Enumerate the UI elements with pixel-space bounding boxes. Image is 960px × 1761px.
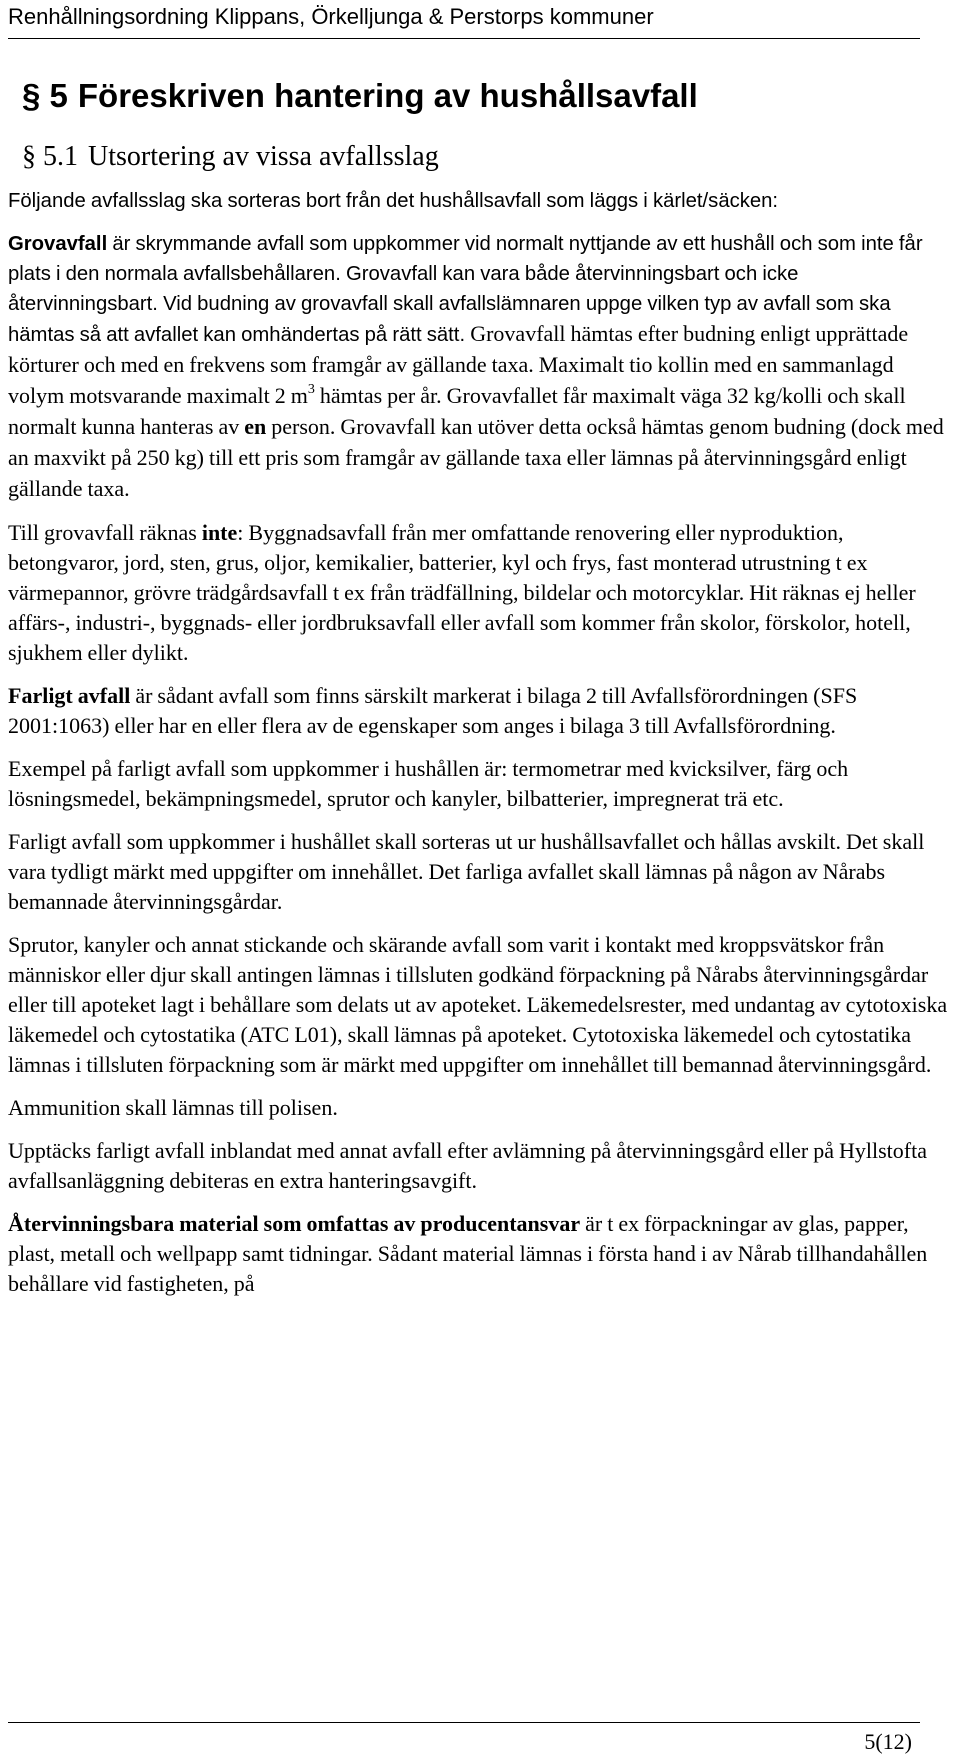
exclusions-text-1: Till grovavfall räknas xyxy=(8,520,202,545)
section-number: § 5 xyxy=(22,77,68,114)
running-header: Renhållningsordning Klippans, Örkelljunga & Perstorps kommuner xyxy=(8,4,654,29)
page-number: 5(12) xyxy=(864,1729,912,1754)
recyclables-paragraph xyxy=(8,1209,948,1299)
footer-divider xyxy=(8,1722,920,1723)
grovavfall-bold-en: en xyxy=(244,414,267,439)
sorting-paragraph: Farligt avfall som uppkommer i hushållet skall sorteras ut ur hushållsavfallet och hållas avskilt. Det skall vara tydligt märkt med uppgifter om innehållet. Det farliga avfallet skall lämnas på någon av Nårabs bemannade återvinningsgårdar. xyxy=(8,829,925,914)
grovavfall-text-1: är skrymmande avfall som uppkommer vid normalt nyttjande av ett hushåll och som inte får plats i den normala avfallsbehållaren. Grovavfall kan vara både återvinningsbart och icke återvinningsbart. Vid budning av grovavfall skall avfallslämnaren uppge vilken typ av avfall som ska hämtas så att avfallet kan omhändertas på rätt sätt. xyxy=(8,233,923,346)
farligt-avfall-paragraph xyxy=(8,681,948,741)
subsection-heading xyxy=(22,140,439,174)
grovavfall-paragraph xyxy=(8,229,948,505)
intro-paragraph: Följande avfallsslag ska sorteras bort från det hushållsavfall som läggs i kärlet/säcken: xyxy=(8,190,779,212)
exclusions-bold-inte: inte xyxy=(201,520,238,545)
farligt-avfall-text: är sådant avfall som finns särskilt markerat i bilaga 2 till Avfallsförordningen (SFS 2001:1063) eller har en eller flera av de egenskaper som anges i bilaga 3 till Avfallsförordning. xyxy=(8,683,858,738)
recyclables-term: Återvinningsbara material som omfattas av producentansvar xyxy=(8,1211,581,1236)
recyclables-text: är t ex förpackningar av glas, papper, plast, metall och wellpapp samt tidningar. Sådant material lämnas i första hand i av Nårab tillhandahållen behållare vid fastigheten, på xyxy=(8,1211,928,1296)
grovavfall-text-2: Grovavfall hämtas efter budning enligt upprättade körturer och med en frekvens som framgår av gällande taxa. Maximalt tio kollin med en sammanlagd volym motsvarande maximalt 2 m xyxy=(8,321,909,408)
grovavfall-text-3: hämtas per år. Grovavfallet får maximalt väga 32 kg/kolli och skall normalt kunna hanteras av xyxy=(8,383,906,439)
farligt-avfall-term: Farligt avfall xyxy=(8,683,131,708)
examples-paragraph: Exempel på farligt avfall som uppkommer i hushållen är: termometrar med kvicksilver, färg och lösningsmedel, bekämpningsmedel, sprutor och kanyler, bilbatterier, impregnerat trä etc. xyxy=(8,756,849,811)
subsection-title: Utsortering av vissa avfallsslag xyxy=(88,141,439,172)
grovavfall-text-4: person. Grovavfall kan utöver detta också hämtas genom budning (dock med an maxvikt på 250 kg) till ett pris som framgår av gällande taxa eller lämnas på återvinningsgård enligt gällande taxa. xyxy=(8,414,944,501)
cubic-superscript: 3 xyxy=(307,382,315,397)
body-text xyxy=(8,186,948,1312)
sharps-paragraph: Sprutor, kanyler och annat stickande och skärande avfall som varit i kontakt med kroppsvätskor från människor eller djur skall antingen lämnas i tillsluten godkänd förpackning på Nårabs återvinningsgårdar eller till apoteket lagt i behållare som delats ut av apoteket. Läkemedelsrester, med undantag av cytotoxiska läkemedel och cytostatika (ATC L01), skall lämnas på apoteket. Cytotoxiska läkemedel och cytostatika lämnas i tillsluten förpackning som är märkt med uppgifter om innehållet till bemannad återvinningsgård. xyxy=(8,932,948,1077)
section-heading xyxy=(22,76,698,116)
header-divider xyxy=(8,38,920,39)
grovavfall-term: Grovavfall xyxy=(8,233,108,255)
exclusions-text-2: : Byggnadsavfall från mer omfattande renovering eller nyproduktion, betongvaror, jord, sten, grus, oljor, kemikalier, batterier, kyl och frys, fast monterad utrustning t ex värmepannor, grövre trädgårdsavfall t ex från trädfällning, bildelar och motorcyklar. Hit räknas ej heller affärs-, industri-, byggnads- eller jordbruksavfall eller avfall som kommer från skolor, förskolor, hotell, sjukhem eller dylikt. xyxy=(8,520,916,665)
section-title: Föreskriven hantering av hushållsavfall xyxy=(77,77,698,114)
ammunition-paragraph: Ammunition skall lämnas till polisen. xyxy=(8,1095,338,1120)
mixed-waste-paragraph: Upptäcks farligt avfall inblandat med annat avfall efter avlämning på återvinningsgård eller på Hyllstofta avfallsanläggning debiteras en extra hanteringsavgift. xyxy=(8,1138,927,1193)
exclusions-paragraph xyxy=(8,518,948,668)
subsection-number: § 5.1 xyxy=(22,141,78,172)
